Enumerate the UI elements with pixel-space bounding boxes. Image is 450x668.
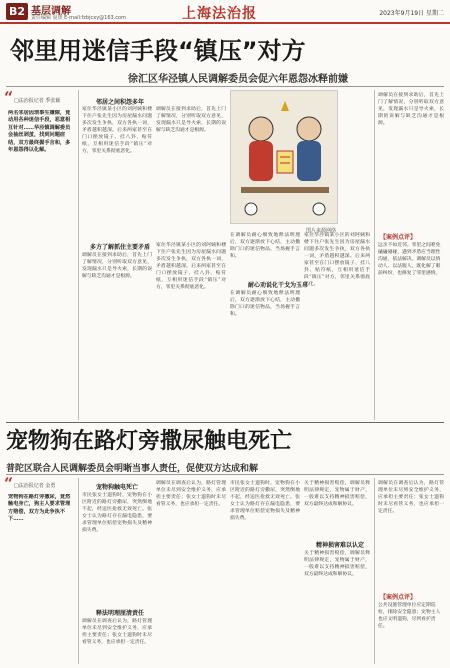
- article2-case-review: 公共设施管理单位应定期巡检，排除安全隐患；宠物主人也应文明遛狗，尽到看护责任。: [378, 603, 441, 629]
- article2-case-review-label: 【案例点评】: [380, 594, 417, 601]
- article2-section-heading-3: 精神损害难以认定: [316, 542, 365, 549]
- article2-section-heading-2: 释法明理厘清责任: [96, 610, 145, 617]
- neighbors-feud-icon: [231, 91, 338, 224]
- article1-lead: 两名邻居因琐事生嫌隙，竟动用各种迷信手段，恶意相互针对……华泾镇调解委员会抽丝剥茧，找到问题症结，双方最终握手言和，多年恩怨得以化解。: [8, 110, 71, 154]
- article1-body-6: 在调解员耐心细致地释法明理后，双方逐渐放下心结，主动撤除门口的迷信物品，当场握手言和。: [230, 291, 300, 317]
- column-divider: [374, 90, 375, 420]
- article2-body-3: 调解员在调查后认为，路灯管理单位未尽到安全维护义务，应承担主要责任；张女士遛狗时未尽看管义务，也应承担一定责任。: [156, 481, 226, 507]
- article2-body-7: 调解员在调查后认为，路灯管理单位未尽到安全维护义务，应承担主要责任；张女士遛狗时未尽看管义务，也应承担一定责任。: [378, 481, 444, 514]
- article1-title: 邻里用迷信手段“镇压”对方: [10, 37, 306, 65]
- article1-body-2: 调解员在接到求助后，首先上门了解情况，分别听取双方意见，发现漏水只是导火索，长期的误解与缺乏沟通才是根源。: [156, 107, 226, 133]
- article1-body-4: 家住华泾镇某小区的刘阿姨和楼下住户张先生因为房屋漏水问题多次发生争执，双方各执一词，矛盾越积越深。后来两家甚至在门口摆放镜子、挂八卦、贴符纸，互相用迷信手段“镇压”对方，邻里关系彻底恶化。: [156, 243, 226, 290]
- cartoon-illustration: [230, 90, 338, 224]
- article2-body-6: 关于精神损害赔偿，调解员释明法律规定，宠物属于财产，一般难以支持精神损害赔偿，双方最终达成和解协议。: [304, 551, 370, 577]
- article2-title: 宠物狗在路灯旁撒尿触电死亡: [6, 429, 293, 454]
- article2-subtitle: 普陀区联合人民调解委员会明晰当事人责任，促使双方达成和解: [6, 464, 259, 474]
- article1-body-7: 家住华泾镇某小区的刘阿姨和楼下住户张先生因为房屋漏水问题多次发生争执，双方各执一词，矛盾越积越深。后来两家甚至在门口摆放镜子、挂八卦、贴符纸，互相用迷信手段“镇压”对方，邻里关系彻底恶化。: [304, 233, 370, 287]
- editor-line: 责任编辑 夏琰 E-mail:fzbjcxy@163.com: [31, 15, 126, 21]
- article1-subtitle: 徐汇区华泾镇人民调解委员会促六年恩怨冰释前嫌: [128, 74, 348, 85]
- article1-case-review-label: 【案例点评】: [380, 234, 417, 241]
- article2-body-1: 市民张女士遛狗时，宠物狗在小区附近的路灯旁撒尿，突然倒地不起，经送医抢救无效死亡。张女士认为路灯存在漏电隐患，要求管理单位赔偿宠物损失及精神损失费。: [82, 493, 152, 533]
- issue-date: 2023年9月19日 星期二: [379, 10, 444, 17]
- column-divider: [78, 90, 79, 420]
- article1-body-3: 调解员在接到求助后，首先上门了解情况，分别听取双方意见，发现漏水只是导火索，长期的误解与缺乏沟通才是根源。: [82, 253, 152, 279]
- divider: [6, 474, 444, 475]
- article1-body-1: 家住华泾镇某小区的刘阿姨和楼下住户张先生因为房屋漏水问题多次发生争执，双方各执一词，矛盾越积越深。后来两家甚至在门口摆放镜子、挂八卦、贴符纸，互相用迷信手段“镇压”对方，邻里关系彻底恶化。: [82, 107, 152, 154]
- article2-body-4: 市民张女士遛狗时，宠物狗在小区附近的路灯旁撒尿，突然倒地不起，经送医抢救无效死亡。张女士认为路灯存在漏电隐患，要求管理单位赔偿宠物损失及精神损失费。: [230, 481, 300, 521]
- article1-byline: □法治报记者 季张颖: [14, 98, 61, 104]
- column-divider: [374, 478, 375, 664]
- column-divider: [78, 478, 79, 664]
- illustration-caption: 图片来源网络: [306, 228, 337, 234]
- quote-mark-icon: “: [4, 474, 14, 493]
- quote-mark-icon: “: [4, 88, 14, 107]
- article2-lead: 宠物狗在路灯旁撒尿，竟然触电身亡，狗主人要求管理方赔偿，双方为此争执不下……: [8, 494, 71, 523]
- article1-case-review: 远亲不如近邻。邻里之间难免磕磕碰碰，遇到矛盾应当理性沟通，依法解决。调解员以情动人、以法服人，既化解了眼前纠纷，也修复了邻里感情。: [378, 243, 441, 276]
- article1-section-heading-3: 耐心劝说化干戈为玉帛: [248, 282, 309, 289]
- page-header: [0, 0, 450, 24]
- article2-byline: □法治报记者 金勇: [14, 483, 56, 489]
- section-title: 基层调解: [31, 6, 71, 17]
- article1-section-heading-1: 邻居之间积怨多年: [96, 99, 145, 106]
- divider: [6, 86, 444, 87]
- article1-section-heading-2: 多方了解抓住主要矛盾: [90, 244, 151, 251]
- article1-body-8: 调解员在接到求助后，首先上门了解情况，分别听取双方意见，发现漏水只是导火索，长期的误解与缺乏沟通才是根源。: [378, 93, 444, 126]
- divider: [6, 422, 444, 423]
- article2-body-5: 关于精神损害赔偿，调解员释明法律规定，宠物属于财产，一般难以支持精神损害赔偿，双方最终达成和解协议。: [304, 481, 370, 507]
- article2-body-2: 调解员在调查后认为，路灯管理单位未尽到安全维护义务，应承担主要责任；张女士遛狗时未尽看管义务，也应承担一定责任。: [82, 619, 152, 645]
- article1-body-5: 在调解员耐心细致地释法明理后，双方逐渐放下心结，主动撤除门口的迷信物品，当场握手言和。: [230, 233, 300, 259]
- masthead-logo: 上海法治报: [182, 6, 257, 22]
- page-number: B2: [6, 3, 28, 20]
- article2-section-heading-1: 宠物狗触电死亡: [96, 484, 139, 491]
